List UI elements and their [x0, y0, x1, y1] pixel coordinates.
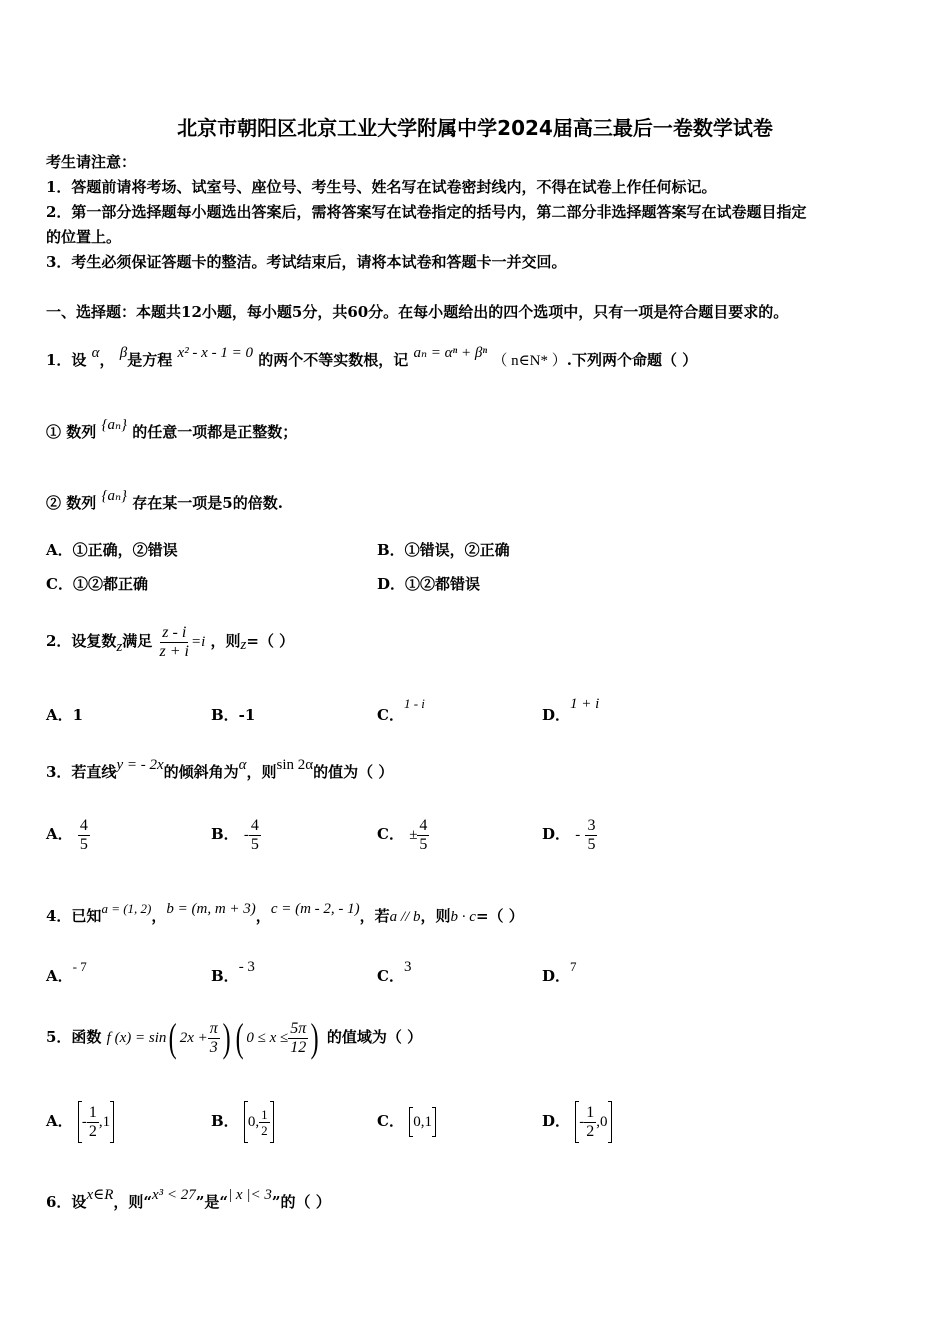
q5-b-num: 1: [261, 1106, 268, 1122]
q4-text-2: ，若: [359, 907, 390, 925]
q1-text-2: 是方程: [127, 351, 173, 369]
q5-b-bracket-right: [270, 1101, 274, 1143]
page-title: 北京市朝阳区北京工业大学附属中学2024届高三最后一卷数学试卷: [177, 116, 773, 140]
q3-d-den: 5: [587, 835, 596, 853]
q5-paren-open: (: [169, 1015, 178, 1060]
q3-sin: sin 2α: [276, 757, 314, 773]
q3-c-num: 4: [419, 816, 428, 834]
q5-c-bracket-right: [432, 1107, 436, 1137]
q3-c-label: C．: [377, 825, 404, 843]
q5-b-den: 2: [261, 1122, 268, 1138]
q3-d-label: D．: [542, 825, 571, 843]
q5-domain-den: 12: [290, 1038, 307, 1056]
q5-pi-frac: [208, 1020, 220, 1057]
q2-option-b[interactable]: B．-1: [211, 706, 256, 724]
q1-text-3: 的两个不等实数根，记: [258, 351, 409, 369]
q3-option-c[interactable]: [377, 812, 429, 857]
q5-c-label: C．: [377, 1112, 404, 1130]
q4-dot-product: b · c: [450, 909, 476, 925]
q6-text-4: ”的（ ）: [271, 1193, 331, 1211]
q3-a-label: A．: [46, 825, 73, 843]
q6-condition-1: x³ < 27: [152, 1187, 196, 1203]
q5-domain: 0 ≤ x ≤: [246, 1030, 289, 1046]
q1-p1-text: 的任意一项都是正整数；: [132, 423, 298, 441]
q3-b-den: 5: [250, 835, 259, 853]
q4-a-label: A．: [46, 967, 73, 985]
q1-option-a[interactable]: A．①正确，②错误: [46, 541, 178, 559]
q5-text: 5．函数: [46, 1028, 102, 1046]
q1-proposition-1: [46, 417, 298, 443]
q3-c-frac: [417, 817, 429, 854]
question-1: [46, 345, 698, 371]
q6-x-real: x∈R: [86, 1187, 114, 1203]
q4-option-d[interactable]: [542, 959, 577, 987]
q1-text-4: .下列两个命题（ ）: [566, 351, 698, 369]
q1-p1-seq: {aₙ}: [101, 417, 128, 433]
q2-d-value: 1 + i: [570, 696, 600, 712]
q4-text-3: ，则: [420, 907, 451, 925]
notice-heading: 考生请注意：: [46, 153, 137, 171]
q2-denominator: z + i: [159, 642, 189, 660]
q5-text-2: 的值域为（ ）: [326, 1028, 423, 1046]
q1-option-c[interactable]: C．①②都正确: [46, 575, 148, 593]
q5-pi-den: 3: [209, 1038, 218, 1056]
q5-pi-num: π: [209, 1019, 218, 1037]
q5-domain-frac: [288, 1020, 308, 1057]
q2-text-4: =（ ）: [246, 632, 295, 650]
q1-sequence-def: aₙ = αⁿ + βⁿ: [413, 345, 488, 361]
q5-domain-num: 5π: [290, 1019, 307, 1037]
q4-b-label: B．: [211, 967, 239, 985]
question-3: [46, 757, 394, 783]
q6-text-2: ，则“: [113, 1193, 153, 1211]
q5-a-den: 2: [88, 1122, 97, 1140]
q5-a-bracket-right: [110, 1101, 114, 1143]
q5-b-label: B．: [211, 1112, 239, 1130]
q1-option-d[interactable]: D．①②都错误: [377, 575, 481, 593]
q4-option-c[interactable]: [377, 959, 412, 987]
q4-a-value: - 7: [72, 959, 87, 974]
q5-option-c[interactable]: [377, 1098, 436, 1145]
q3-option-a[interactable]: [46, 812, 90, 856]
notice-item-2: 2．第一部分选择题每小题选出答案后，需将答案写在试卷指定的括号内，第二部分非选择题答案写在试卷题目指定: [46, 203, 807, 221]
q5-function: f (x) = sin: [106, 1030, 167, 1046]
q4-b-value: - 3: [238, 959, 255, 975]
q3-text: 3．若直线: [46, 763, 117, 781]
q1-p1-label: ① 数列: [46, 423, 97, 441]
q1-text: 1．设: [46, 351, 87, 369]
q5-d-den: 2: [586, 1122, 595, 1140]
question-2: [46, 610, 294, 673]
notice-item-3: 3．考生必须保证答题卡的整洁。考试结束后，请将本试卷和答题卡一并交回。: [46, 253, 567, 271]
q5-domain-open: (: [235, 1015, 244, 1060]
q1-equation: x² - x - 1 = 0: [177, 345, 253, 361]
q3-text-2: 的倾斜角为: [163, 763, 239, 781]
q2-fraction: [158, 624, 191, 661]
q4-c-value: 3: [403, 959, 412, 975]
q2-option-d[interactable]: [542, 696, 600, 726]
q3-c-den: 5: [419, 835, 428, 853]
q3-b-num: 4: [250, 816, 259, 834]
q5-d-label: D．: [542, 1112, 571, 1130]
q1-alpha: α: [91, 345, 100, 361]
q5-d-sign: -: [579, 1114, 585, 1130]
q3-b-label: B．: [211, 825, 239, 843]
q4-d-label: D．: [542, 967, 571, 985]
q4-option-a[interactable]: [46, 959, 87, 987]
question-5: [46, 1012, 422, 1063]
q2-text-3: ，则: [210, 632, 241, 650]
q3-d-num: 3: [587, 816, 596, 834]
q3-c-sign: ±: [409, 827, 418, 843]
q1-condition: （ n∈N* ）: [492, 353, 567, 369]
q5-d-rest: ,0: [596, 1114, 608, 1130]
q5-option-d[interactable]: [542, 1098, 612, 1145]
q5-argument: 2x +: [179, 1030, 208, 1046]
q5-c-value: 0,1: [413, 1114, 432, 1130]
q4-text: 4．已知: [46, 907, 102, 925]
q2-c-value: 1 - i: [403, 696, 425, 711]
q5-a-sign: -: [81, 1114, 87, 1130]
q1-option-b[interactable]: B．①错误，②正确: [377, 541, 510, 559]
q5-a-frac: [87, 1104, 99, 1141]
q5-a-label: A．: [46, 1112, 73, 1130]
q3-a-den: 5: [79, 835, 88, 853]
q2-option-c[interactable]: [377, 696, 425, 726]
q4-text-4: =（ ）: [475, 907, 524, 925]
q3-d-frac: [585, 817, 597, 854]
q3-b-frac: [249, 817, 261, 854]
q4-parallel: a // b: [389, 909, 421, 925]
q4-d-value: 7: [570, 959, 577, 974]
q3-option-d[interactable]: [542, 812, 597, 857]
q4-c-label: C．: [377, 967, 404, 985]
notice-item-1: 1．答题前请将考场、试室号、座位号、考生号、姓名写在试卷密封线内，不得在试卷上作任何标记。: [46, 178, 717, 196]
section-heading: 一、选择题：本题共12小题，每小题5分，共60分。在每小题给出的四个选项中，只有一项是符合题目要求的。: [46, 303, 789, 321]
q3-a-frac: [78, 817, 90, 854]
q1-proposition-2: [46, 488, 283, 514]
q2-d-label: D．: [542, 706, 571, 724]
q3-text-4: 的值为（ ）: [313, 763, 394, 781]
q4-vector-b: b = (m, m + 3): [166, 901, 256, 917]
q5-d-bracket-right: [608, 1101, 612, 1143]
q5-domain-close: ): [310, 1015, 319, 1060]
q5-option-b[interactable]: [211, 1098, 274, 1145]
q2-c-label: C．: [377, 706, 404, 724]
q2-text: 2．设复数: [46, 632, 117, 650]
q2-numerator: z - i: [162, 623, 187, 641]
q5-option-a[interactable]: [46, 1098, 114, 1145]
q5-b-frac: [259, 1107, 270, 1138]
q1-beta: β: [119, 345, 128, 361]
q4-comma-1: ，: [151, 907, 167, 925]
q5-d-frac: [584, 1104, 596, 1141]
q1-comma: ，: [99, 351, 115, 369]
q2-z: z: [116, 639, 123, 655]
q4-vector-a: a = (1, 2): [101, 901, 152, 916]
q1-p2-label: ② 数列: [46, 494, 97, 512]
question-4: [46, 901, 524, 927]
q3-option-b[interactable]: [211, 812, 261, 857]
q3-alpha: α: [238, 757, 247, 773]
q5-d-num: 1: [586, 1103, 595, 1121]
q5-paren-close: ): [222, 1015, 231, 1060]
q3-d-sign: -: [575, 827, 581, 843]
q3-line: y = - 2x: [116, 757, 164, 773]
q1-p2-seq: {aₙ}: [101, 488, 128, 504]
notice-item-2-cont: 的位置上。: [46, 228, 122, 246]
question-6: [46, 1187, 331, 1213]
q4-comma-2: ，: [255, 907, 271, 925]
q2-z-2: z: [240, 637, 247, 653]
q6-condition-2: | x |< 3: [228, 1187, 272, 1203]
q5-b-zero: 0,: [247, 1114, 260, 1130]
q5-a-rest: ,1: [98, 1114, 111, 1130]
q4-vector-c: c = (m - 2, - 1): [270, 901, 360, 917]
q5-a-num: 1: [88, 1103, 97, 1121]
q3-a-num: 4: [79, 816, 88, 834]
q6-text: 6．设: [46, 1193, 87, 1211]
q2-option-a[interactable]: A．1: [46, 706, 84, 724]
q4-option-b[interactable]: [211, 959, 255, 987]
q2-equals: =i: [191, 634, 206, 650]
q3-text-3: ，则: [246, 763, 277, 781]
q3-b-sign: -: [243, 827, 249, 843]
q1-p2-text: 存在某一项是5的倍数.: [132, 494, 283, 512]
q6-text-3: ”是“: [195, 1193, 229, 1211]
q2-text-2: 满足: [122, 632, 153, 650]
